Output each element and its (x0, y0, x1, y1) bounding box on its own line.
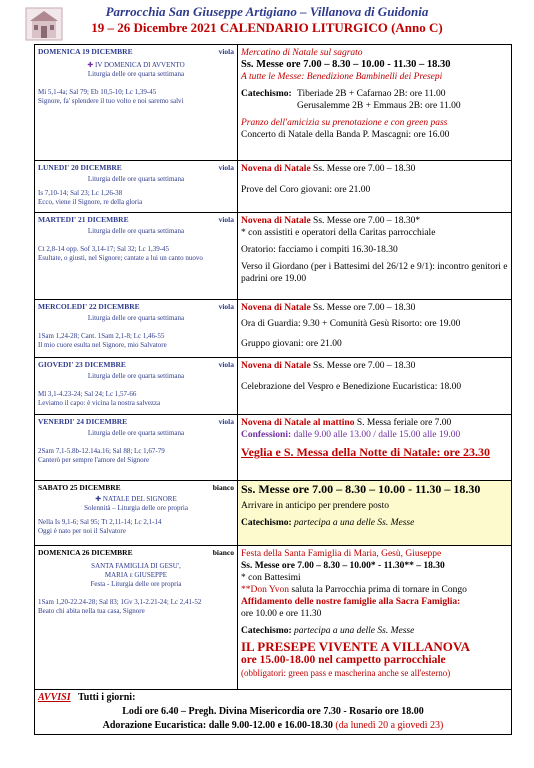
event-line: Ss. Messe ore 7.00 – 18.30 (313, 361, 416, 371)
event-line: saluta la Parrocchia prima di tornare in Congo (291, 585, 467, 595)
readings: Mi 5,1-4a; Sal 79; Eb 10,5-10; Lc 1,39-45 (38, 88, 157, 96)
feast-name: MARIA e GIUSEPPE (104, 571, 168, 579)
liturgy-week: Liturgia delle ore quarta settimana (87, 372, 185, 380)
day-date: MARTEDI' 21 DICEMBRE (38, 215, 129, 224)
day-events-21 (238, 213, 512, 300)
event-label: Novena di Natale (241, 216, 311, 226)
day-events-24 (238, 415, 512, 481)
feast-name: SANTA FAMIGLIA DI GESU', (91, 562, 181, 570)
event-line: Ss. Messe ore 7.00 – 8.30 – 10.00 - 11.30 – 18.30 (241, 482, 481, 496)
event-label: Novena di Natale (241, 303, 311, 313)
readings: 1Sam 1,24-28; Cant. 1Sam 2,1-8; Lc 1,46-55 (38, 332, 165, 340)
event-label: Novena di Natale al mattino (241, 418, 355, 428)
day-events-19 (238, 45, 512, 161)
event-label: Confessioni: (241, 430, 292, 440)
event-line: Gerusalemme 2B + Emmaus 2B: ore 11.00 (297, 101, 461, 111)
liturgy-week: Festa - Liturgia delle ore propria (90, 580, 182, 588)
day-row-22 (35, 300, 512, 358)
event-line: Ss. Messe ore 7.00 – 18.30 (313, 303, 416, 313)
liturgy-week: Liturgia delle ore quarta settimana (87, 429, 185, 437)
readings: 1Sam 1,20-22.24-28; Sal 83; 1Gv 3,1-2.21-24; Lc 2,41-52 (38, 598, 202, 606)
readings: Ct 2,8-14 opp. Sof 3,14-17; Sal 32; Lc 1,39-45 (38, 245, 170, 253)
day-info-25 (35, 481, 238, 546)
feast-name: IV DOMENICA DI AVVENTO (94, 61, 185, 69)
psalm-verse: Ecco, viene il Signore, re della gloria (38, 198, 143, 206)
readings: Nella Is 9,1-6; Sal 95; Tt 2,11-14; Lc 2,1-14 (38, 518, 162, 526)
notices-daily-label: Tutti i giorni: (78, 692, 136, 703)
day-row-24 (35, 415, 512, 481)
event-line: Oratorio: facciamo i compiti 16.30-18.30 (241, 245, 398, 255)
event-line: ore 15.00-18.00 nel campetto parrocchiale (241, 654, 446, 666)
calendar-subtitle: 19 – 26 Dicembre 2021 CALENDARIO LITURGICO (Anno C) (91, 20, 443, 35)
readings: Ml 3,1-4.23-24; Sal 24; Lc 1,57-66 (38, 390, 137, 398)
event-line: Veglia e S. Messa della Notte di Natale: ore 23.30 (241, 445, 490, 459)
event-line: ore 10.00 e ore 11.30 (241, 609, 322, 619)
event-line: Festa della Santa Famiglia di Maria, Gesù, Giuseppe (241, 549, 442, 559)
event-line: * con Battesimi (241, 573, 301, 583)
event-line: Ss. Messe ore 7.00 – 18.30* (313, 216, 421, 226)
day-info-24 (35, 415, 238, 481)
event-label: Novena di Natale (241, 164, 311, 174)
psalm-verse: Esultate, o giusti, nel Signore; cantate a lui un canto nuovo (38, 254, 203, 262)
page-header (0, 0, 534, 44)
day-row-20 (35, 161, 512, 213)
event-line: Ora di Guardia: 9.30 + Comunità Gesù Risorto: ore 19.00 (241, 319, 461, 329)
day-events-22 (238, 300, 512, 358)
event-line: Ss. Messe ore 7.00 – 18.30 (313, 164, 416, 174)
day-date: VENERDI' 24 DICEMBRE (38, 417, 128, 426)
event-line: Ss. Messe ore 7.00 – 8.30 – 10.00* - 11.30** – 18.30 (241, 561, 445, 571)
event-line: Tiberiade 2B + Cafarnao 2B: ore 11.00 (297, 89, 446, 99)
psalm-verse: Signore, fa' splendere il tuo volto e noi saremo salvi (38, 97, 184, 105)
day-info-19 (35, 45, 238, 161)
event-line: Ss. Messe ore 7.00 – 8.30 – 10.00 - 11.30 – 18.30 (241, 59, 451, 70)
event-label: **Don Yvon (241, 585, 290, 595)
liturgy-week: Liturgia delle ore quarta settimana (87, 70, 185, 78)
event-line: * con assistiti e operatori della Caritas parrocchiale (241, 228, 436, 238)
psalm-verse: Canterò per sempre l'amore del Signore (38, 456, 150, 464)
event-line: Affidamento delle nostre famiglie alla Sacra Famiglia: (241, 597, 461, 607)
day-info-20 (35, 161, 238, 213)
liturgy-week: Liturgia delle ore quarta settimana (87, 227, 185, 235)
liturgical-color: viola (218, 215, 234, 224)
liturgical-color: viola (218, 302, 234, 311)
day-info-21 (35, 213, 238, 300)
day-events-23 (238, 358, 512, 415)
event-label: Catechismo: (241, 518, 292, 528)
liturgy-week: Liturgia delle ore quarta settimana (87, 314, 185, 322)
day-info-22 (35, 300, 238, 358)
event-line: IL PRESEPE VIVENTE A VILLANOVA (241, 639, 471, 654)
event-line: Pranzo dell'amicizia su prenotazione e con green pass (241, 118, 448, 128)
cross-icon: ✚ (87, 61, 95, 69)
adoration-times: Adorazione Eucaristica: dalle 9.00-12.00 e 16.00-18.30 (102, 720, 333, 731)
event-line: A tutte le Messe: Benedizione Bambinelli dei Presepi (241, 72, 443, 82)
readings: Is 7,10-14; Sal 23; Lc 1,26-38 (38, 189, 123, 197)
day-info-26 (35, 546, 238, 690)
day-date: DOMENICA 26 DICEMBRE (38, 548, 133, 557)
day-row-21 (35, 213, 512, 300)
liturgical-color: viola (218, 360, 234, 369)
day-row-19 (35, 45, 512, 161)
readings: 2Sam 7,1-5.8b-12.14a.16; Sal 88; Lc 1,67-79 (38, 447, 165, 455)
liturgy-week: Solennità – Liturgia delle ore propria (84, 504, 188, 512)
event-line: Arrivare in anticipo per prendere posto (241, 501, 389, 511)
day-events-20 (238, 161, 512, 213)
event-line: Prove del Coro giovani: ore 21.00 (241, 185, 371, 195)
day-date: MERCOLEDI' 22 DICEMBRE (38, 302, 140, 311)
daily-prayers: Lodi ore 6.40 – Pregh. Divina Misericordia ore 7.30 - Rosario ore 18.00 (122, 706, 424, 717)
liturgical-color: viola (218, 47, 234, 56)
event-label: Novena di Natale (241, 361, 311, 371)
day-row-23 (35, 358, 512, 415)
liturgical-color: viola (218, 417, 234, 426)
psalm-verse: Il mio cuore esulta nel Signore, mio Salvatore (38, 341, 167, 349)
notices-label: AVVISI (38, 692, 71, 703)
event-line: Celebrazione del Vespro e Benedizione Eucaristica: 18.00 (241, 382, 462, 392)
event-label: Catechismo: (241, 626, 292, 636)
notices-row (35, 690, 512, 735)
event-line: dalle 9.00 alle 13.00 / dalle 15.00 alle 19.00 (293, 430, 461, 440)
liturgical-color: bianco (212, 548, 234, 557)
event-line: (obbligatori: green pass e mascherina anche se all'esterno) (241, 668, 451, 678)
event-line: partecipa a una delle Ss. Messe (294, 518, 415, 528)
feast-name: NATALE DEL SIGNORE (102, 495, 177, 503)
day-events-26 (238, 546, 512, 690)
liturgical-calendar-table (34, 44, 512, 735)
liturgy-week: Liturgia delle ore quarta settimana (87, 175, 185, 183)
cross-icon: ✚ (95, 495, 103, 503)
day-date: GIOVEDI' 23 DICEMBRE (38, 360, 126, 369)
day-date: SABATO 25 DICEMBRE (38, 483, 121, 492)
day-events-25 (238, 481, 512, 546)
notices-cell (35, 690, 512, 735)
event-line: Concerto di Natale della Banda P. Mascagni: ore 16.00 (241, 130, 450, 140)
day-date: LUNEDI' 20 DICEMBRE (38, 163, 122, 172)
event-label: Catechismo: (241, 89, 292, 99)
psalm-verse: Beato chi abita nella tua casa, Signore (38, 607, 145, 615)
day-info-23 (35, 358, 238, 415)
liturgical-color: viola (218, 163, 234, 172)
event-line: partecipa a una delle Ss. Messe (294, 626, 415, 636)
parish-title: Parrocchia San Giuseppe Artigiano – Villanova di Guidonia (105, 4, 429, 19)
psalm-verse: Oggi è nato per noi il Salvatore (38, 527, 126, 535)
event-line: Gruppo giovani: ore 21.00 (241, 339, 342, 349)
event-line: Verso il Giordano (per i Battesimi del 26/12 e 9/1): incontro genitori e padrini ore 19.00 (241, 262, 508, 284)
day-row-26 (35, 546, 512, 690)
day-date: DOMENICA 19 DICEMBRE (38, 47, 133, 56)
event-line: Mercatino di Natale sul sagrato (241, 48, 363, 58)
psalm-verse: Leviamo il capo: è vicina la nostra salvezza (38, 399, 161, 407)
event-line: S. Messa feriale ore 7.00 (356, 418, 452, 428)
adoration-days: (da lunedì 20 a giovedì 23) (335, 720, 444, 731)
liturgical-color: bianco (212, 483, 234, 492)
day-row-25 (35, 481, 512, 546)
